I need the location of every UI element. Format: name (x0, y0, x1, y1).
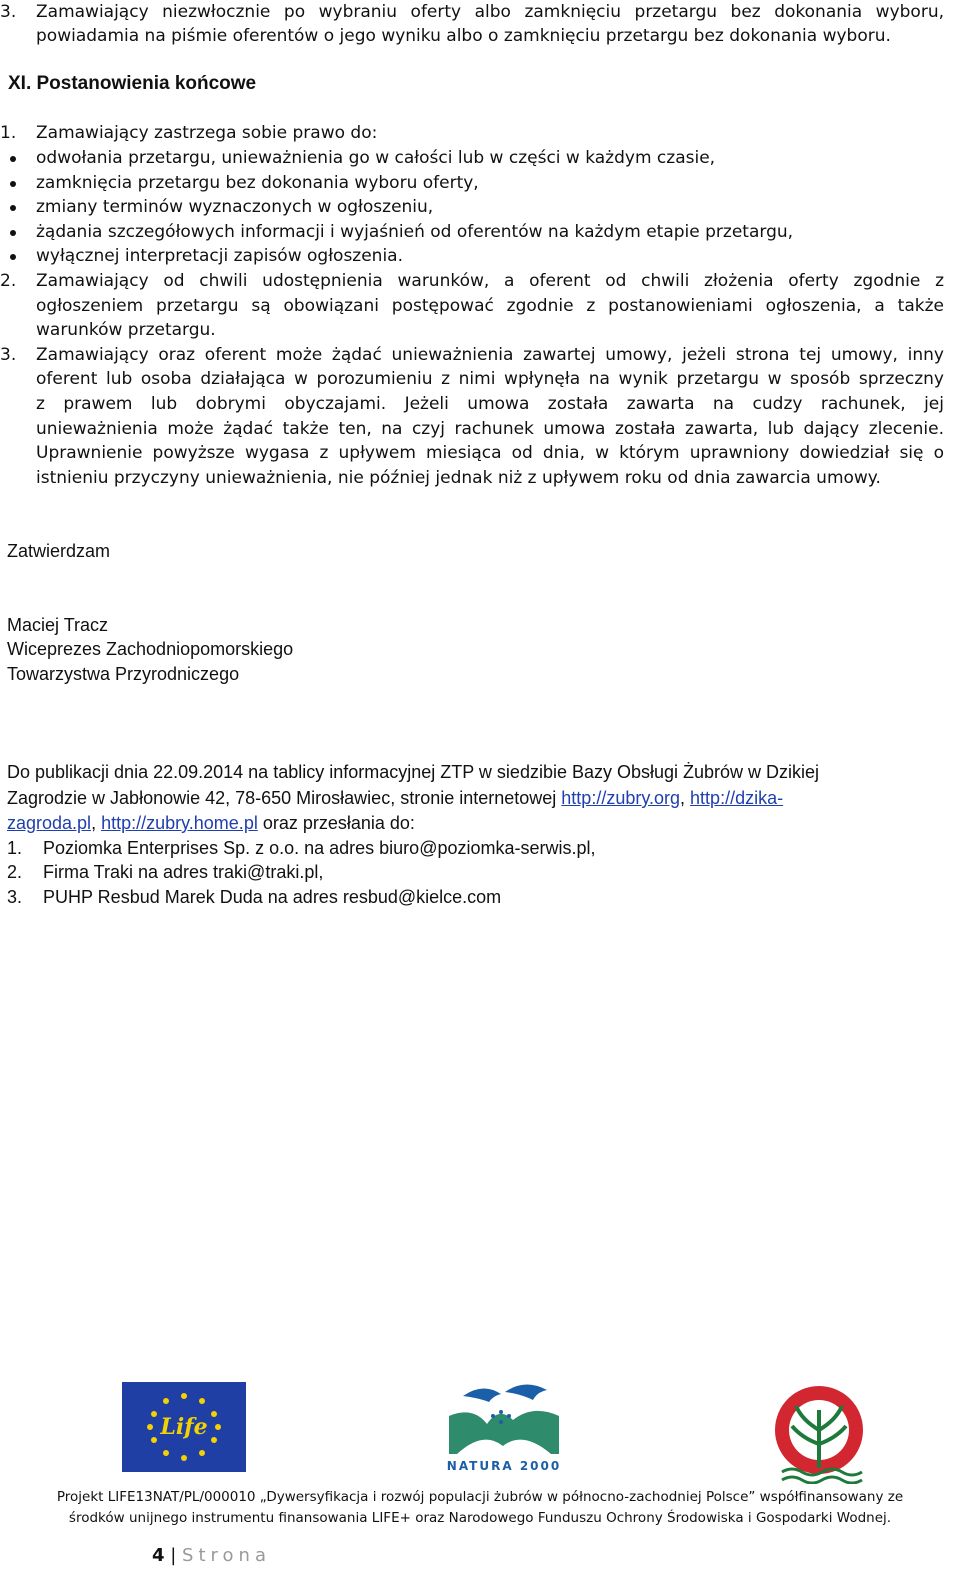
publication-line (7, 811, 415, 835)
footer-project-line: Projekt LIFE13NAT/PL/000010 „Dywersyfikacja i rozwój populacji żubrów w północno-zachodniej Polsce” współfinansowany ze (56, 1489, 904, 1505)
paragraph-line: powiadamia na piśmie oferentów o jego wyniku albo o zamknięciu przetargu bez dokonania wyboru. (36, 26, 891, 46)
eu-life-logo (122, 1382, 246, 1472)
natura-2000-logo (443, 1376, 565, 1476)
bullet-item: zmiany terminów wyznaczonych w ogłoszeniu, (36, 197, 434, 217)
recipient-number: 2. (7, 862, 23, 882)
bullet-icon (10, 254, 16, 260)
page-word: Strona (182, 1545, 271, 1566)
natura-logo-text: NATURA 2000 (446, 1459, 562, 1473)
approval-label: Zatwierdzam (7, 541, 111, 561)
signatory-organization: Towarzystwa Przyrodniczego (7, 664, 240, 684)
item-number: 1. (0, 123, 17, 143)
paragraph-line: Zamawiający zastrzega sobie prawo do: (36, 123, 378, 143)
item-number: 3. (0, 2, 17, 22)
section-heading: XI. Postanowienia końcowe (8, 73, 257, 94)
signatory-name: Maciej Tracz (7, 615, 109, 635)
signatory-role: Wiceprezes Zachodniopomorskiego (7, 639, 294, 659)
page-number-value: 4 (152, 1545, 165, 1566)
publication-line (7, 786, 783, 810)
publication-line: Do publikacji dnia 22.09.2014 na tablicy informacyjnej ZTP w siedzibie Bazy Obsługi Żubrów w Dzikiej (7, 762, 820, 782)
nfosigw-logo (772, 1380, 866, 1484)
bullet-item: zamknięcia przetargu bez dokonania wyboru oferty, (36, 173, 479, 193)
paragraph-line: warunków przetargu. (36, 320, 216, 340)
paragraph-line: Zamawiający od chwili udostępnienia warunków, a oferent od chwili złożenia oferty zgodnie z (36, 271, 944, 291)
publication-text: oraz przesłania do: (257, 813, 415, 833)
page-number (152, 1545, 271, 1566)
publication-text: Zagrodzie w Jabłonowie 42, 78-650 Mirosławiec, stronie internetowej (7, 788, 562, 808)
item-number: 2. (0, 271, 17, 291)
bullet-item: wyłącznej interpretacji zapisów ogłoszenia. (36, 246, 404, 266)
bullet-icon (10, 156, 16, 162)
recipient-text: Firma Traki na adres traki@traki.pl, (43, 862, 324, 882)
bullet-item: odwołania przetargu, unieważnienia go w całości lub w części w każdym czasie, (36, 148, 716, 168)
link-zubry-org[interactable]: http://zubry.org (561, 788, 681, 808)
paragraph-line: oferent lub osoba działająca w porozumieniu z nimi wpłynęła na wynik przetargu w sposób sprzeczny (36, 369, 944, 389)
link-zubry-home[interactable]: http://zubry.home.pl (101, 813, 258, 833)
life-logo-text: Life (160, 1414, 208, 1440)
footer-funding-line: środków unijnego instrumentu finansowania LIFE+ oraz Narodowego Funduszu Ochrony Środowiska i Gospodarki Wodnej. (68, 1510, 892, 1526)
paragraph-line: ogłoszeniem przetargu są obowiązani postępować zgodnie z postanowieniami ogłoszenia, a także (36, 296, 944, 316)
bullet-icon (10, 181, 16, 187)
separator: , (680, 788, 691, 808)
link-dzika-zagroda[interactable]: http://dzika- (690, 788, 784, 808)
item-number: 3. (0, 345, 17, 365)
paragraph-line: unieważnienia może żądać także ten, na czyj rachunek umowa została zawarta, lub dający zlecenie. (36, 419, 944, 439)
page-separator: | (164, 1545, 183, 1566)
paragraph-line: istnieniu przyczyny unieważnienia, nie później jednak niż z upływem roku od dnia zawarcia umowy. (36, 468, 881, 488)
recipient-text: Poziomka Enterprises Sp. z o.o. na adres biuro@poziomka-serwis.pl, (43, 838, 596, 858)
bullet-icon (10, 205, 16, 211)
paragraph-line: Zamawiający niezwłocznie po wybraniu oferty albo zamknięciu przetargu bez dokonania wyboru, (36, 2, 944, 22)
recipient-number: 3. (7, 887, 23, 907)
paragraph-line: Uprawnienie powyższe wygasa z upływem miesiąca od dnia, w którym uprawniony dowiedział się o (36, 443, 944, 463)
link-dzika-zagroda-cont[interactable]: zagroda.pl (7, 813, 92, 833)
bullet-item: żądania szczegółowych informacji i wyjaśnień od oferentów na każdym etapie przetargu, (36, 222, 794, 242)
recipient-number: 1. (7, 838, 23, 858)
separator: , (91, 813, 102, 833)
paragraph-line: z prawem lub dobrymi obyczajami. Jeżeli umowa została zawarta na cudzy rachunek, jej (36, 394, 944, 414)
bullet-icon (10, 230, 16, 236)
paragraph-line: Zamawiający oraz oferent może żądać unieważnienia zawartej umowy, jeżeli strona tej umowy, inny (36, 345, 944, 365)
recipient-text: PUHP Resbud Marek Duda na adres resbud@kielce.com (43, 887, 502, 907)
